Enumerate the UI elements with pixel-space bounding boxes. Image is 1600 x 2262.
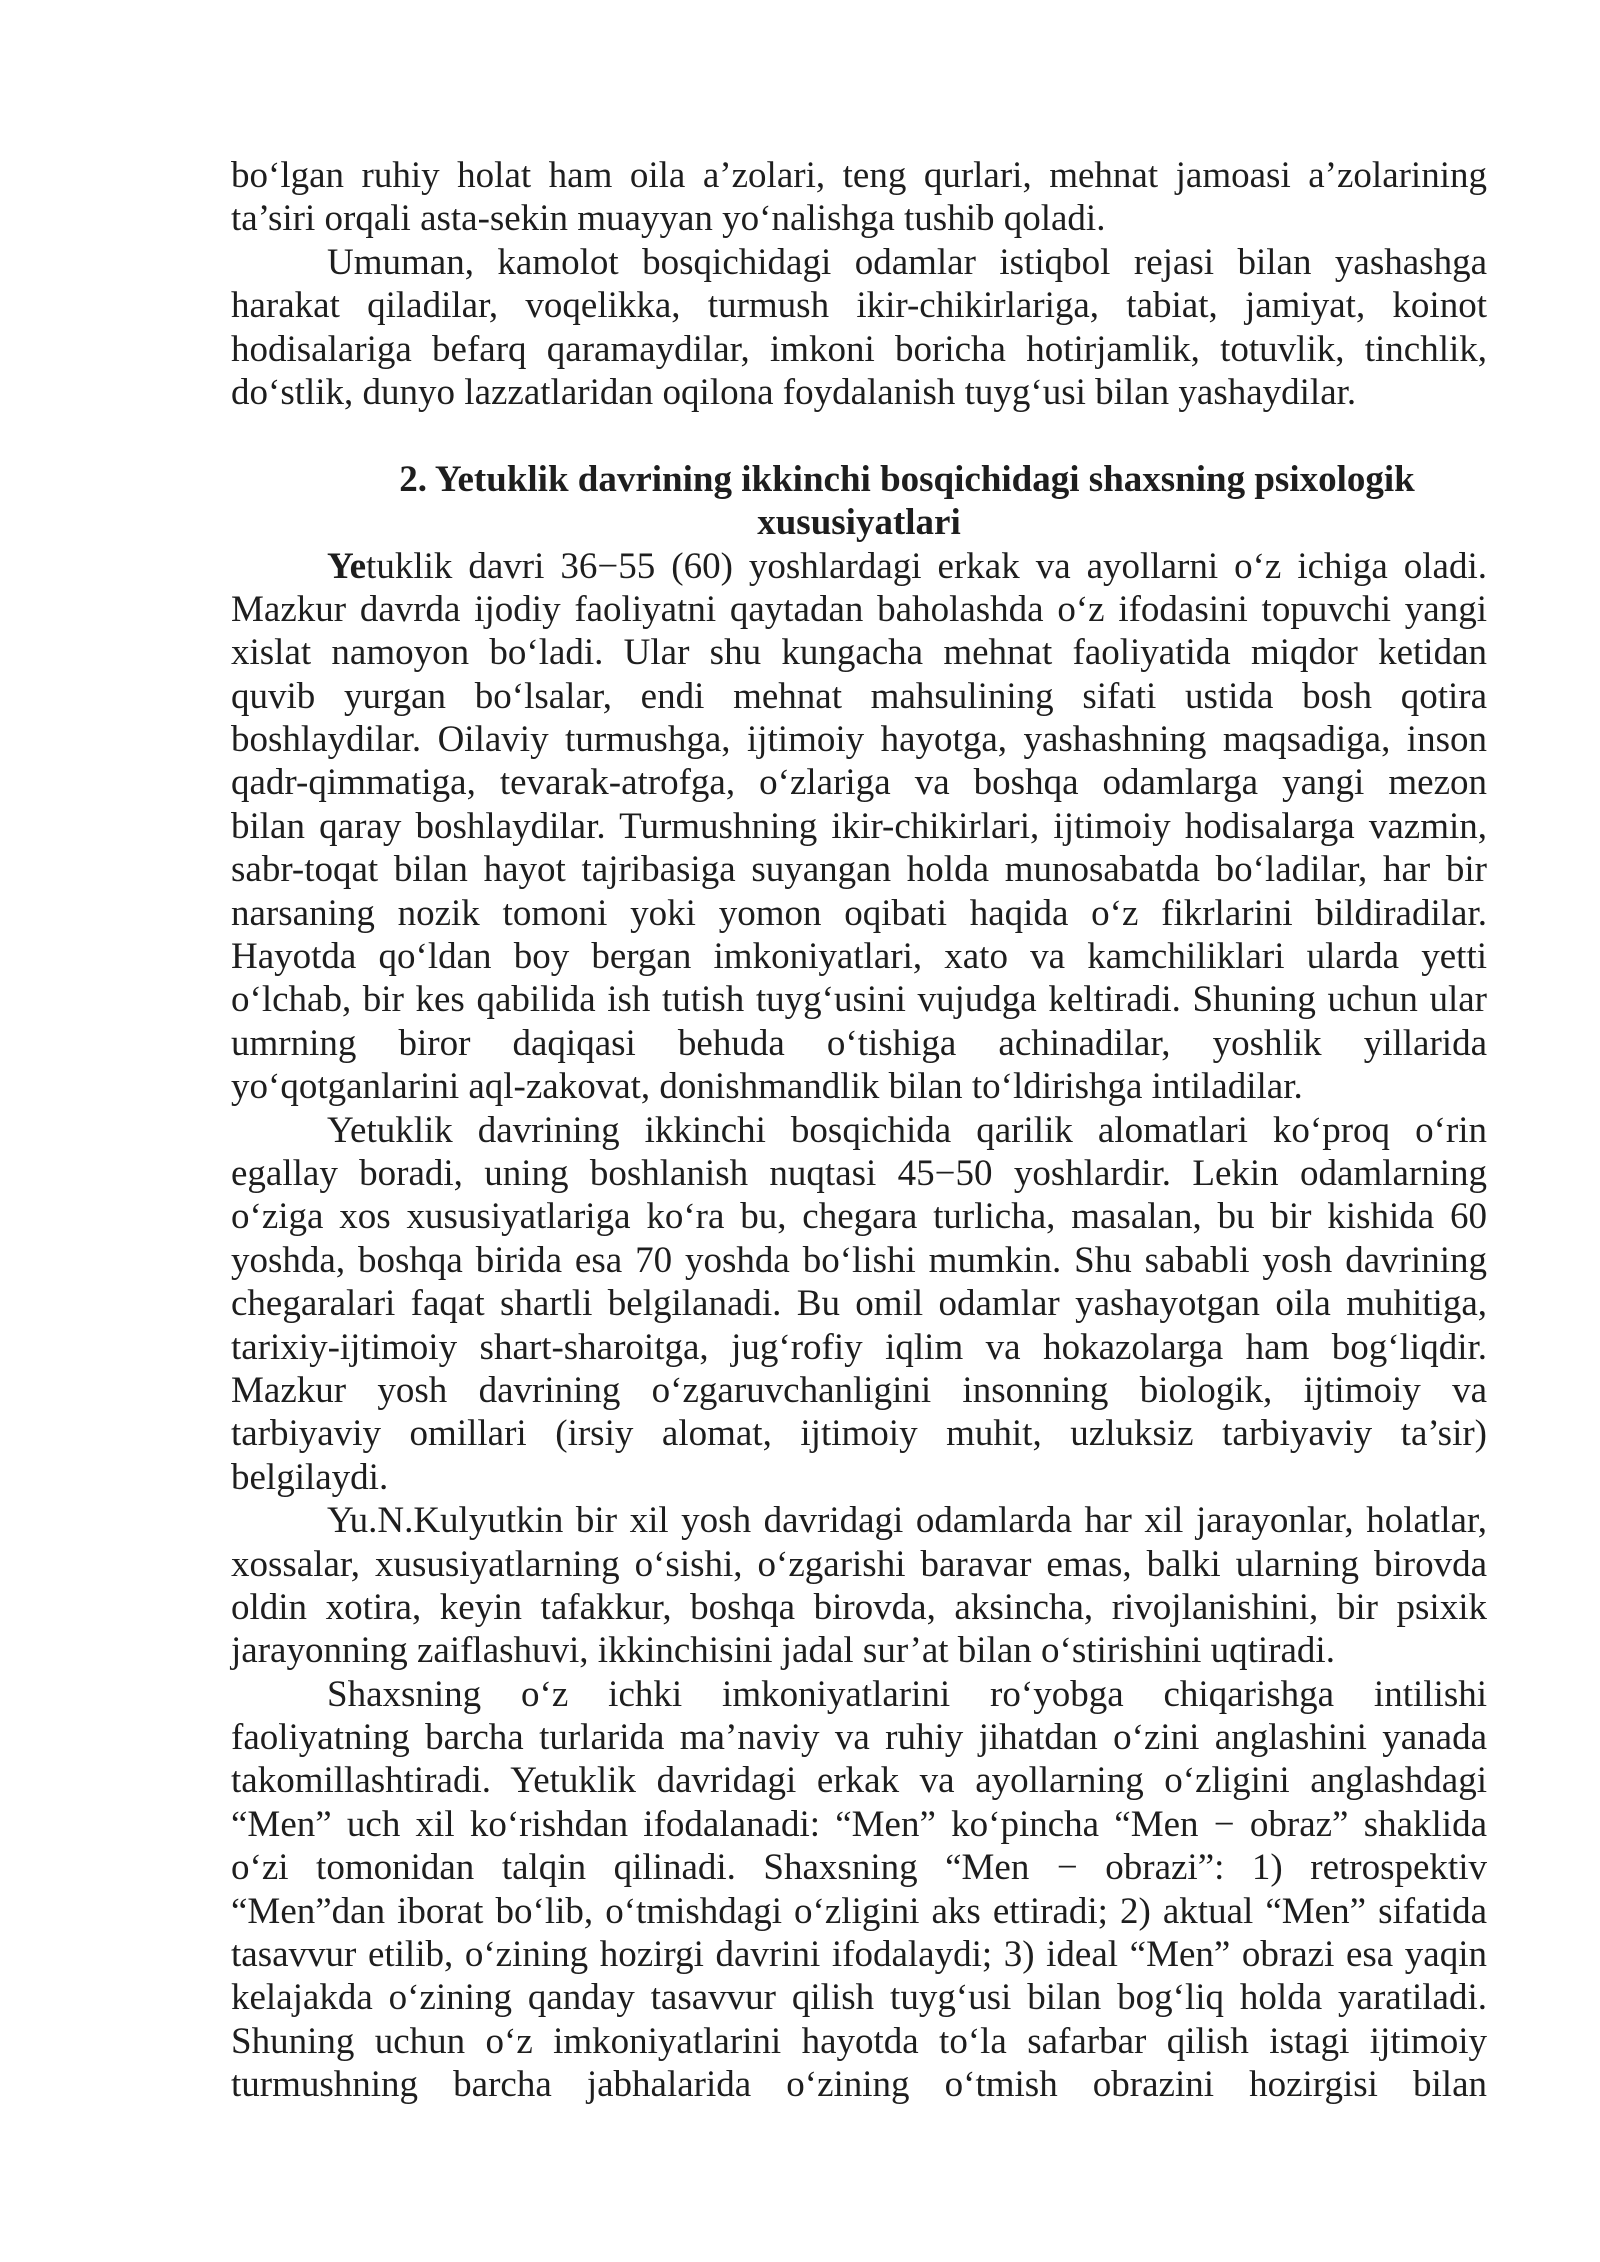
text-line: Mazkur yosh davrining o‘zgaruvchanligini insonning biologik, ijtimoiy va [231,1369,1487,1411]
text-line: qadr-qimmatiga, tevarak-atrofga, o‘zlariga va boshqa odamlarga yangi mezon [231,762,1487,804]
text-line: “Men” uch xil ko‘rishdan ifodalanadi: “Men” ko‘pincha “Men − obraz” shaklida [231,1803,1487,1845]
text-line: Yetuklik davrining ikkinchi bosqichida qarilik alomatlari ko‘proq o‘rin [327,1109,1487,1151]
text-line: harakat qiladilar, voqelikka, turmush ikir-chikirlariga, tabiat, jamiyat, koinot [231,285,1487,327]
text-line-rest: tuklik davri 36−55 (60) yoshlardagi erkak va ayollarni o‘z ichiga oladi. [366,545,1487,587]
text-line: oldin xotira, keyin tafakkur, boshqa birovda, aksincha, rivojlanishini, bir psixik [231,1586,1487,1628]
text-line: ta’siri orqali asta-sekin muayyan yo‘nalishga tushib qoladi. [231,198,1106,240]
text-line: yo‘qotganlarini aql-zakovat, donishmandlik bilan to‘ldirishga intiladilar. [231,1066,1303,1108]
text-line: Shuning uchun o‘z imkoniyatlarini hayotda to‘la safarbar qilish istagi ijtimoiy [231,2020,1487,2062]
text-line: xislat namoyon bo‘ladi. Ular shu kungacha mehnat faoliyatida miqdor ketidan [231,632,1487,674]
paragraph [231,545,1487,1109]
text-line: sabr-toqat bilan hayot tajribasiga suyangan holda munosabatda bo‘ladilar, har bir [231,849,1487,891]
text-line: faoliyatning barcha turlarida ma’naviy va ruhiy jihatdan o‘zini anglashini yanada [231,1717,1487,1759]
text-line: tarixiy-ijtimoiy shart-sharoitga, jug‘rofiy iqlim va hokazolarga ham bog‘liqdir. [231,1326,1487,1368]
text-line: Hayotda qo‘ldan boy bergan imkoniyatlari, xato va kamchiliklari ularda yetti [231,936,1487,978]
text-line: tasavvur etilib, o‘zining hozirgi davrini ifodalaydi; 3) ideal “Men” obrazi esa yaqin [231,1934,1487,1976]
text-line: o‘lchab, bir kes qabilida ish tutish tuyg‘usini vujudga keltiradi. Shuning uchun ular [231,979,1487,1021]
text-line: yoshda, boshqa birida esa 70 yoshda bo‘lishi mumkin. Shu sababli yosh davrining [231,1239,1487,1281]
heading-line: 2. Yetuklik davrining ikkinchi bosqichidagi shaxsning psixologik [399,458,1415,500]
body-text [231,154,1487,2107]
text-line: hodisalariga befarq qaramaydilar, imkoni boricha hotirjamlik, totuvlik, tinchlik, [231,328,1487,370]
text-line: tarbiyaviy omillari (irsiy alomat, ijtimoiy muhit, uzluksiz tarbiyaviy ta’sir) [231,1413,1487,1455]
heading-line: xususiyatlari [757,502,961,544]
text-line: narsaning nozik tomoni yoki yomon oqibati haqida o‘z fikrlarini bildiradilar. [231,892,1487,934]
text-line: do‘stlik, dunyo lazzatlaridan oqilona foydalanish tuyg‘usi bilan yashaydilar. [231,371,1357,413]
spacer [231,414,1487,457]
paragraph [231,1109,1487,1500]
text-line: chegaralari faqat shartli belgilanadi. Bu omil odamlar yashayotgan oila muhitiga, [231,1283,1487,1325]
text-line: Shaxsning o‘z ichki imkoniyatlarini ro‘yobga chiqarishga intilishi [327,1673,1487,1715]
text-line: belgilaydi. [231,1456,389,1498]
text-line: o‘ziga xos xususiyatlariga ko‘ra bu, chegara turlicha, masalan, bu bir kishida 60 [231,1196,1487,1238]
text-line: Umuman, kamolot bosqichidagi odamlar istiqbol rejasi bilan yashashga [327,241,1487,283]
bold-lead-text: Ye [327,545,367,587]
text-line: jarayonning zaiflashuvi, ikkinchisini jadal sur’at bilan o‘stirishini uqtiradi. [231,1630,1335,1672]
text-line: o‘zi tomonidan talqin qilinadi. Shaxsning “Men − obrazi”: 1) retrospektiv [231,1847,1487,1889]
text-line: bilan qaray boshlaydilar. Turmushning ikir-chikirlari, ijtimoiy hodisalarga vazmin, [231,805,1487,847]
text-line: Yu.N.Kulyutkin bir xil yosh davridagi odamlarda har xil jarayonlar, holatlar, [327,1500,1487,1542]
text-line: Mazkur davrda ijodiy faoliyatni qaytadan baholashda o‘z ifodasini topuvchi yangi [231,588,1487,630]
text-line: boshlaydilar. Oilaviy turmushga, ijtimoiy hayotga, yashashning maqsadiga, inson [231,719,1487,761]
text-line: “Men”dan iborat bo‘lib, o‘tmishdagi o‘zligini aks ettiradi; 2) aktual “Men” sifatida [231,1890,1487,1932]
text-line: bo‘lgan ruhiy holat ham oila a’zolari, teng qurlari, mehnat jamoasi a’zolarining [231,155,1487,196]
paragraph [231,154,1487,241]
paragraph [231,241,1487,415]
section-heading [231,458,1487,545]
text-line [231,545,1487,588]
text-line: umrning biror daqiqasi behuda o‘tishiga achinadilar, yoshlik yillarida [231,1022,1487,1064]
text-line: turmushning barcha jabhalarida o‘zining o‘tmish obrazini hozirgisi bilan [231,2064,1487,2106]
text-line: kelajakda o‘zining qanday tasavvur qilish tuyg‘usi bilan bog‘liq holda yaratiladi. [231,1977,1487,2019]
text-line: egallay boradi, uning boshlanish nuqtasi 45−50 yoshlardir. Lekin odamlarning [231,1152,1487,1194]
paragraph [231,1499,1487,1673]
paragraph [231,1673,1487,2107]
text-line: takomillashtiradi. Yetuklik davridagi erkak va ayollarning o‘zligini anglashdagi [231,1760,1487,1802]
text-line: quvib yurgan bo‘lsalar, endi mehnat mahsulining sifati ustida bosh qotira [231,675,1487,717]
text-line: xossalar, xususiyatlarning o‘sishi, o‘zgarishi baravar emas, balki ularning birovda [231,1543,1487,1585]
